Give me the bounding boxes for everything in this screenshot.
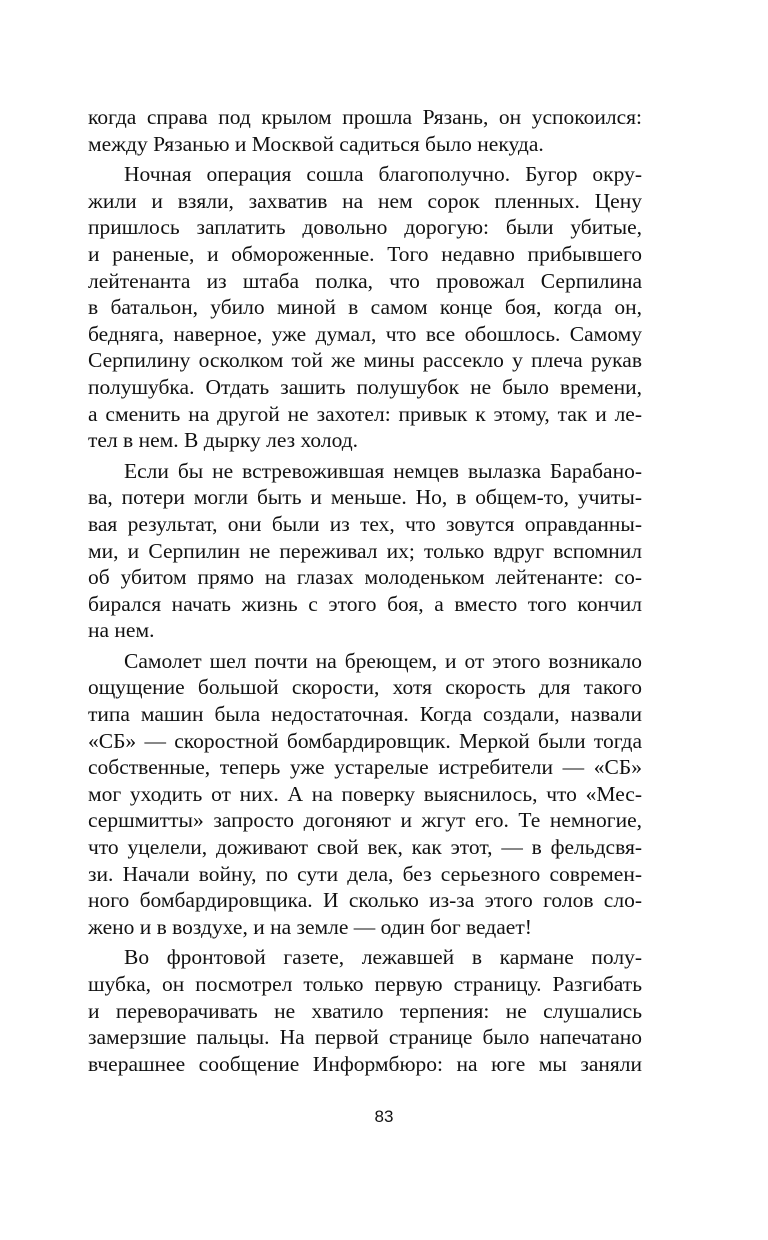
text-line: «СБ» — скоростной бомбардировщик. Меркой были тогда xyxy=(88,728,642,753)
text-line: об убитом прямо на глазах молоденьком лейтенанте: со- xyxy=(88,565,642,590)
paragraph-2 xyxy=(88,161,642,454)
text-line: ми, и Серпилин не переживал их; только вдруг вспомнил xyxy=(88,538,642,563)
text-line: ощущение большой скорости, хотя скорость для такого xyxy=(88,675,642,700)
text-line: бирался начать жизнь с этого боя, а вместо того кончил xyxy=(88,591,642,616)
text-line: жено и в воздухе, и на земле — один бог ведает! xyxy=(88,914,532,939)
text-line: зи. Начали войну, по сути дела, без серьезного современ- xyxy=(88,861,642,886)
text-line: Ночная операция сошла благополучно. Бугор окру- xyxy=(124,162,642,187)
text-line: на нем. xyxy=(88,618,155,643)
text-line: Серпилину осколком той же мины рассекло у плеча рукав xyxy=(88,348,642,373)
text-line: когда справа под крылом прошла Рязань, он успокоился: xyxy=(88,105,642,129)
text-line: жили и взяли, захватив на нем сорок пленных. Цену xyxy=(88,188,642,213)
text-line: вчерашнее сообщение Информбюро: на юге мы заняли xyxy=(88,1051,642,1076)
text-line: в батальон, убило миной в самом конце боя, когда он, xyxy=(88,295,642,320)
text-line: собственные, теперь уже устарелые истребители — «СБ» xyxy=(88,755,642,780)
text-line: лейтенанта из штаба полка, что провожал Серпилина xyxy=(88,268,642,293)
text-line: мог уходить от них. А на поверку выяснилось, что «Мес- xyxy=(88,781,642,806)
paragraph-5 xyxy=(88,944,642,1077)
paragraph-3 xyxy=(88,458,642,644)
text-line: между Рязанью и Москвой садиться было некуда. xyxy=(88,131,544,156)
paragraph-4 xyxy=(88,648,642,941)
page-number: 83 xyxy=(374,1107,394,1126)
text-line: что уцелели, доживают свой век, как этот, — в фельдсвя- xyxy=(88,835,642,860)
text-line: а сменить на другой не захотел: привык к этому, так и ле- xyxy=(88,401,642,426)
text-line: типа машин была недостаточная. Когда создали, назвали xyxy=(88,702,642,727)
text-line: Самолет шел почти на бреющем, и от этого возникало xyxy=(124,648,642,673)
text-line: полушубка. Отдать зашить полушубок не было времени, xyxy=(88,374,642,399)
text-line: сершмитты» запросто догоняют и жгут его. Те немногие, xyxy=(88,808,642,833)
text-line: шубка, он посмотрел только первую страницу. Разгибать xyxy=(88,972,642,996)
text-line: и переворачивать не хватило терпения: не слушались xyxy=(88,998,642,1023)
text-line: замерзшие пальцы. На первой странице было напечатано xyxy=(88,1025,642,1050)
text-line: ва, потери могли быть и меньше. Но, в общем-то, учиты- xyxy=(88,485,642,510)
text-line: пришлось заплатить довольно дорогую: были убитые, xyxy=(88,215,642,240)
book-page-text xyxy=(88,104,642,1081)
text-line: тел в нем. В дырку лез холод. xyxy=(88,428,359,453)
text-line: Во фронтовой газете, лежавшей в кармане полу- xyxy=(124,945,642,970)
text-line: ного бомбардировщика. И сколько из-за этого голов сло- xyxy=(88,888,642,913)
paragraph-1 xyxy=(88,104,642,157)
text-line: вая результат, они были из тех, что зовутся оправданны- xyxy=(88,511,642,536)
text-line: и раненые, и обмороженные. Того недавно прибывшего xyxy=(88,241,642,266)
text-line: Если бы не встревожившая немцев вылазка Барабано- xyxy=(124,458,642,483)
text-line: бедняга, наверное, уже думал, что все обошлось. Самому xyxy=(88,321,642,346)
